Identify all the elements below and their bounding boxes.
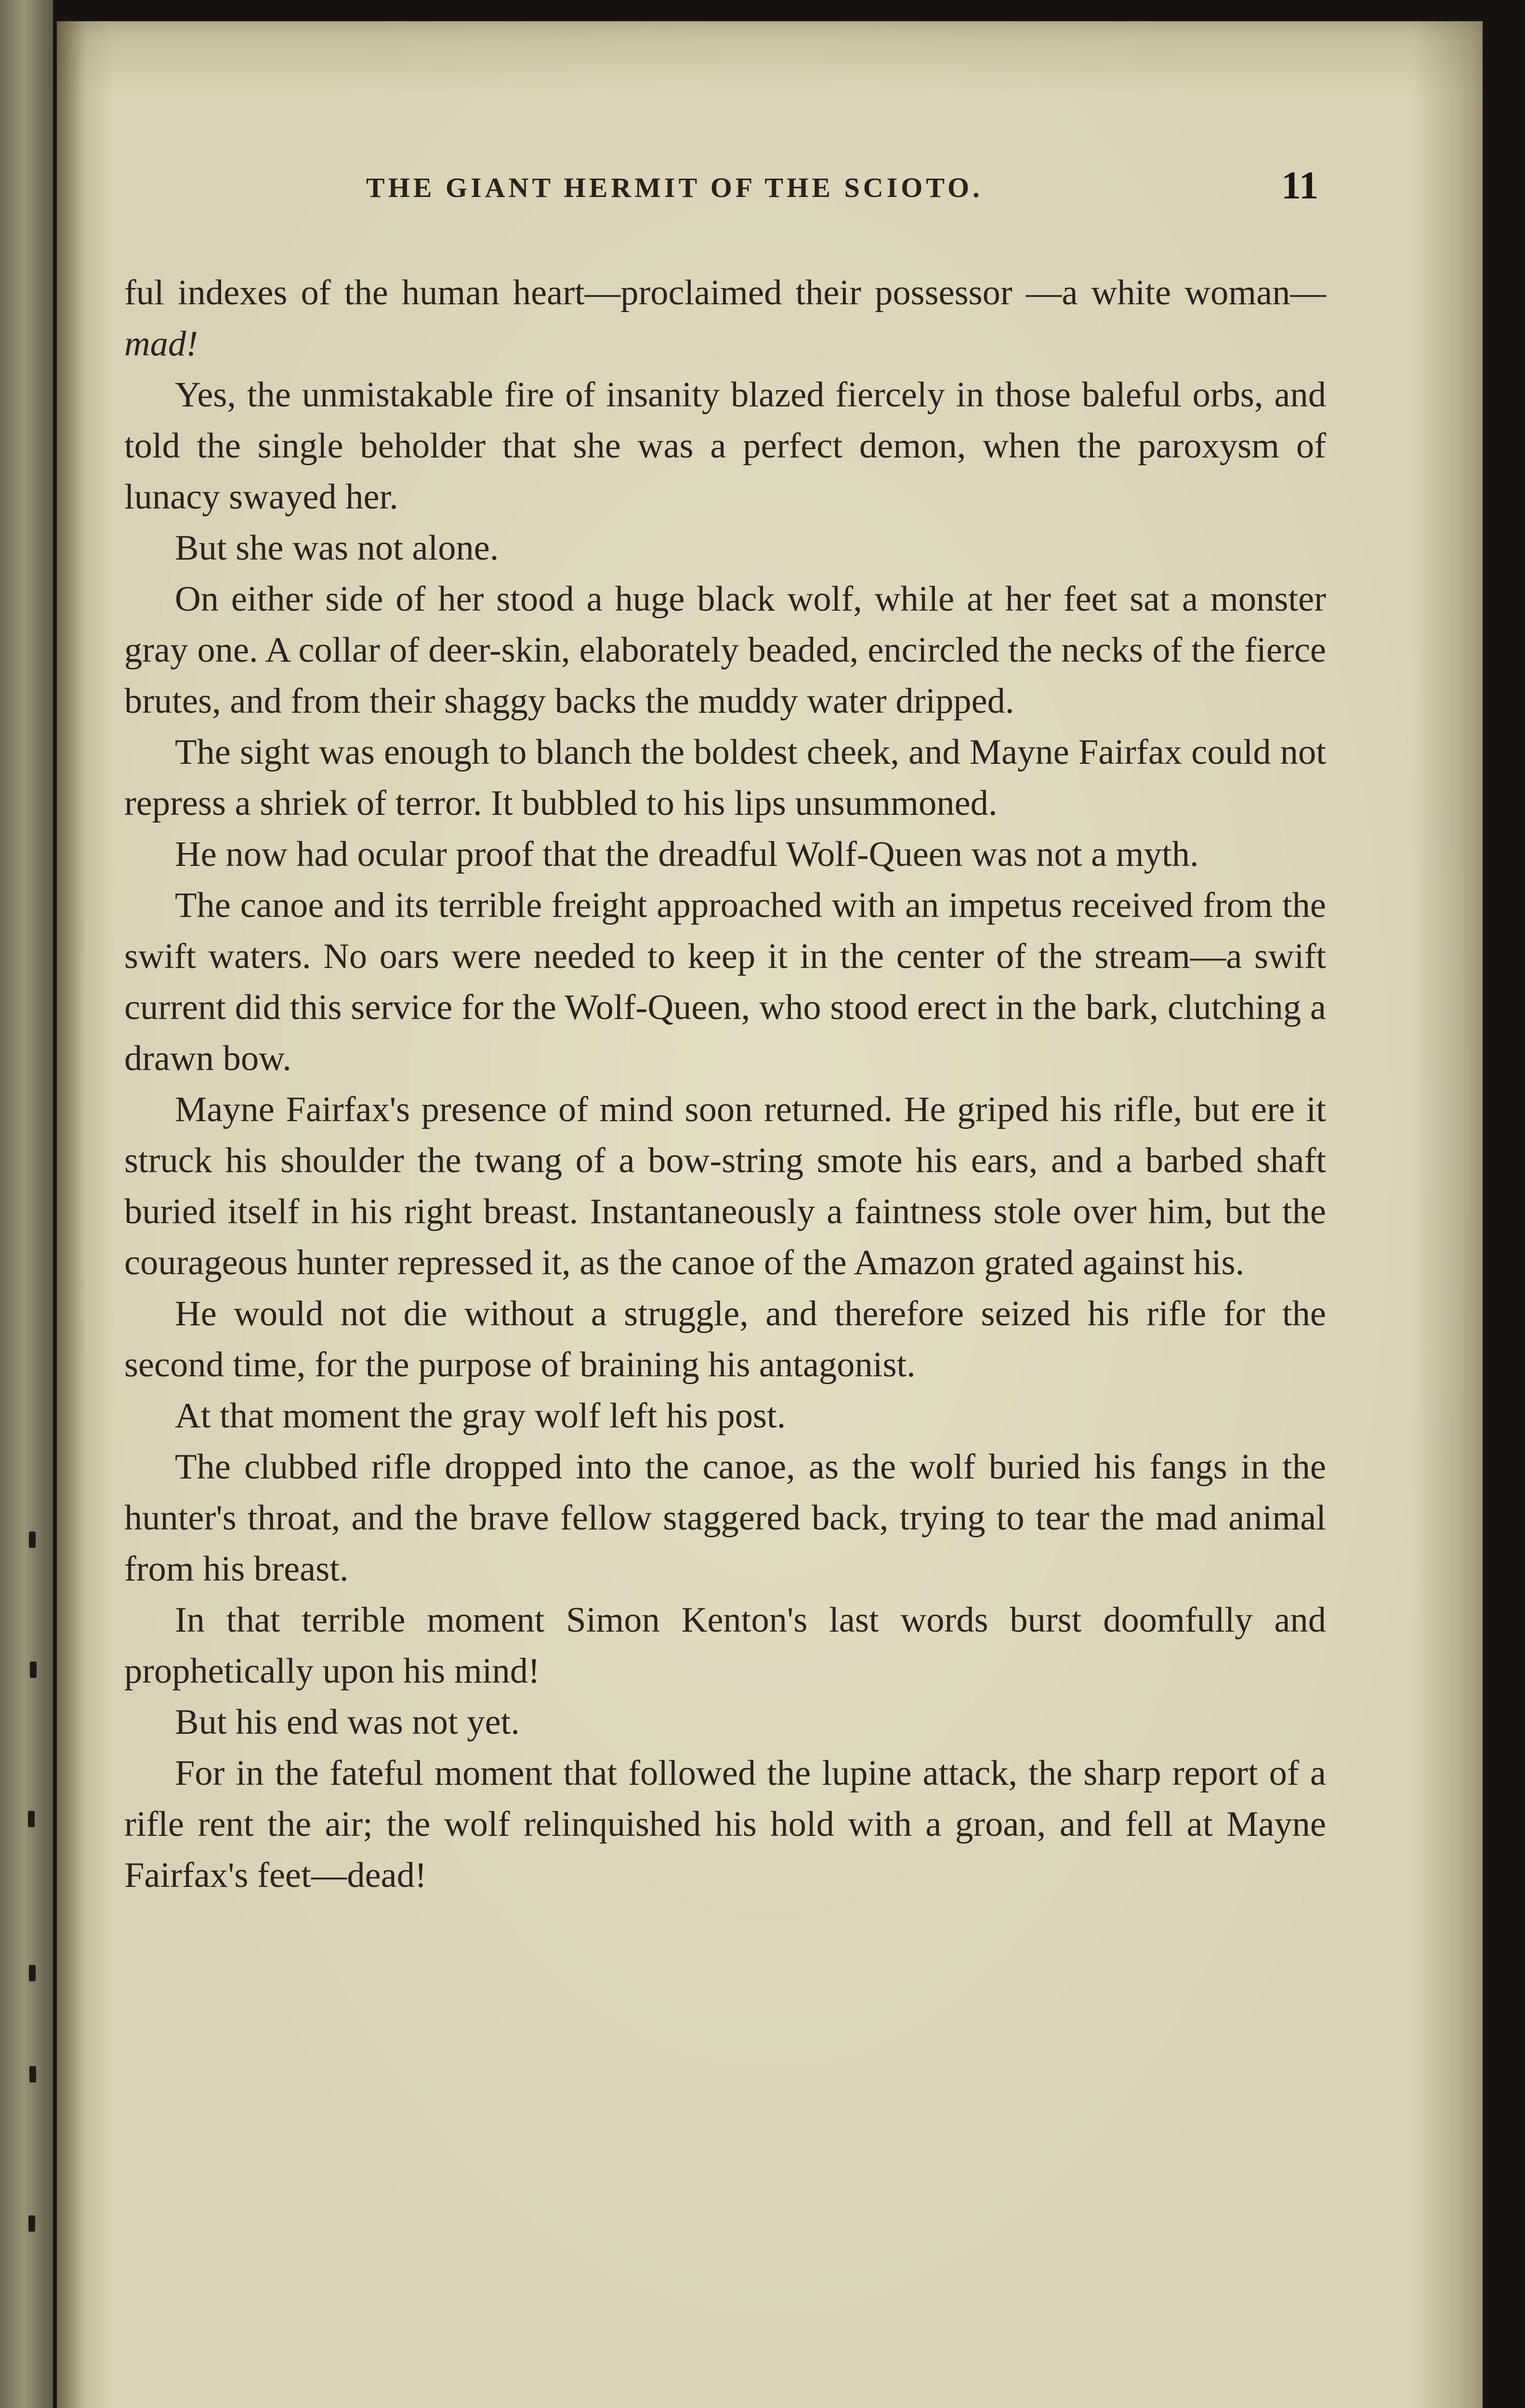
- facing-page-mark: [28, 2215, 35, 2232]
- paragraph: But his end was not yet.: [175, 1702, 520, 1742]
- running-head-title: THE GIANT HERMIT OF THE SCIOTO.: [366, 172, 983, 203]
- paragraph: He would not die without a struggle, and therefore seized his rifle for the second time, for the purpose of braining his antagonist.: [124, 1294, 1326, 1385]
- paragraph: In that terrible moment Simon Kenton's last words burst doomfully and prophetically upon his mind!: [124, 1600, 1326, 1691]
- gutter-shadow: [57, 21, 86, 2408]
- paragraph: At that moment the gray wolf left his post.: [175, 1396, 786, 1436]
- facing-page-mark: [28, 1811, 35, 1827]
- paragraph-text: ful indexes of the human heart—proclaimed their possessor —a white woman—: [124, 273, 1326, 313]
- italic-emphasis: mad!: [124, 324, 198, 364]
- facing-page-mark: [29, 1965, 36, 1981]
- paragraph: The clubbed rifle dropped into the canoe, as the wolf buried his fangs in the hunter's throat, and the brave fellow staggered back, trying to tear the mad animal from his breast.: [124, 1447, 1326, 1589]
- paragraph: On either side of her stood a huge black wolf, while at her feet sat a monster gray one. A collar of deer-skin, elaborately beaded, encircled the necks of the fierce brutes, and from their shaggy backs the muddy water dripped.: [124, 579, 1326, 721]
- paragraph: But she was not alone.: [175, 528, 499, 568]
- paragraph: For in the fateful moment that followed the lupine attack, the sharp report of a rifle rent the air; the wolf relinquished his hold with a groan, and fell at Mayne Fairfax's feet—dead!: [124, 1754, 1326, 1895]
- paragraph: [124, 267, 1326, 369]
- body-text: [124, 267, 1326, 1901]
- paragraph: Yes, the unmistakable fire of insanity blazed fiercely in those baleful orbs, and told the single beholder that she was a perfect demon, when the paroxysm of lunacy swayed her.: [124, 375, 1326, 517]
- facing-page-edge: [0, 0, 53, 2408]
- paragraph: Mayne Fairfax's presence of mind soon returned. He griped his rifle, but ere it struck his shoulder the twang of a bow-string smote his ears, and a barbed shaft buried itself in his right breast. Instantaneously a faintness stole over him, but the courageous hunter repressed it, as the canoe of the Amazon grated against his.: [124, 1090, 1326, 1283]
- facing-page-mark: [30, 1662, 37, 1678]
- page-number: 11: [1281, 163, 1319, 207]
- paragraph: The sight was enough to blanch the boldest cheek, and Mayne Fairfax could not repress a shriek of terror. It bubbled to his lips unsummoned.: [124, 733, 1326, 823]
- running-head: [0, 158, 1525, 211]
- paragraph: He now had ocular proof that the dreadful Wolf-Queen was not a myth.: [175, 835, 1199, 874]
- paragraph: The canoe and its terrible freight approached with an impetus received from the swift waters. No oars were needed to keep it in the center of the stream—a swift current did this service for the Wolf-Queen, who stood erect in the bark, clutching a drawn bow.: [124, 886, 1326, 1078]
- facing-page-mark: [29, 1531, 36, 1548]
- facing-page-mark: [29, 2066, 36, 2082]
